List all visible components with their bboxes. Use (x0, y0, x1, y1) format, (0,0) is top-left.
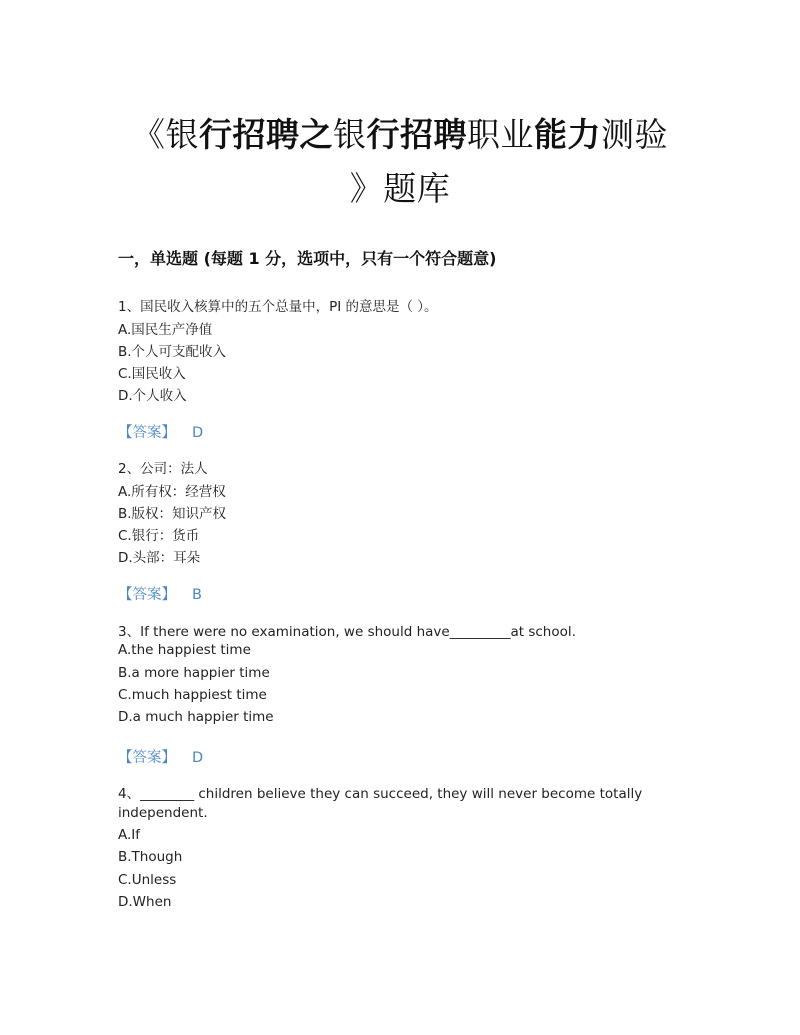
question-4-option-a: A.If (118, 827, 141, 843)
question-2-answer (118, 583, 202, 604)
title-segment-bold: 行招聘之 (199, 115, 333, 154)
question-4-option-d: D.When (118, 894, 172, 910)
question-3-option-b: B.a more happier time (118, 665, 270, 681)
question-3-answer (118, 746, 203, 767)
title-segment: 职业 (467, 115, 534, 154)
question-2-option-c: C.银行：货币 (118, 528, 200, 544)
title-segment: 《银 (132, 115, 199, 154)
title-line-2: 》题库 (349, 169, 451, 208)
question-3-stem: 3、If there were no examination, we should have_________at school. (118, 624, 576, 640)
question-2-stem: 2、公司：法人 (118, 461, 208, 477)
question-2-option-a: A.所有权：经营权 (118, 484, 226, 500)
question-2-option-b: B.版权：知识产权 (118, 506, 227, 522)
question-4-stem-line-1: 4、________ children believe they can succeed, they will never become totally (118, 786, 643, 802)
question-4-option-b: B.Though (118, 849, 183, 865)
question-1-option-d: D.个人收入 (118, 388, 187, 404)
title-segment-bold: 能力 (534, 115, 601, 154)
title-segment: 测验 (601, 115, 668, 154)
answer-label: 【答案】 (118, 587, 176, 603)
question-4-option-c: C.Unless (118, 872, 177, 888)
question-3-option-a: A.the happiest time (118, 642, 251, 658)
answer-value: B (192, 587, 202, 603)
question-1-option-a: A.国民生产净值 (118, 322, 213, 338)
question-1-stem: 1、国民收入核算中的五个总量中，PI 的意思是（ ）。 (118, 299, 438, 315)
question-1-option-b: B.个人可支配收入 (118, 344, 227, 360)
question-4-stem-line-2: independent. (118, 805, 208, 821)
question-3-option-c: C.much happiest time (118, 687, 267, 703)
title-line-1 (100, 108, 700, 162)
question-1-option-c: C.国民收入 (118, 366, 186, 382)
answer-value: D (192, 425, 204, 441)
title-segment: 银 (333, 115, 367, 154)
question-1-answer (118, 421, 203, 442)
answer-value: D (192, 750, 204, 766)
question-2-option-d: D.头部：耳朵 (118, 550, 201, 566)
question-3-option-d: D.a much happier time (118, 709, 274, 725)
answer-label: 【答案】 (118, 425, 176, 441)
answer-label: 【答案】 (118, 750, 176, 766)
section-heading: 一，单选题 (每题 1 分，选项中，只有一个符合题意) (118, 249, 497, 268)
title-segment-bold: 行招聘 (366, 115, 467, 154)
document-title (100, 108, 700, 216)
